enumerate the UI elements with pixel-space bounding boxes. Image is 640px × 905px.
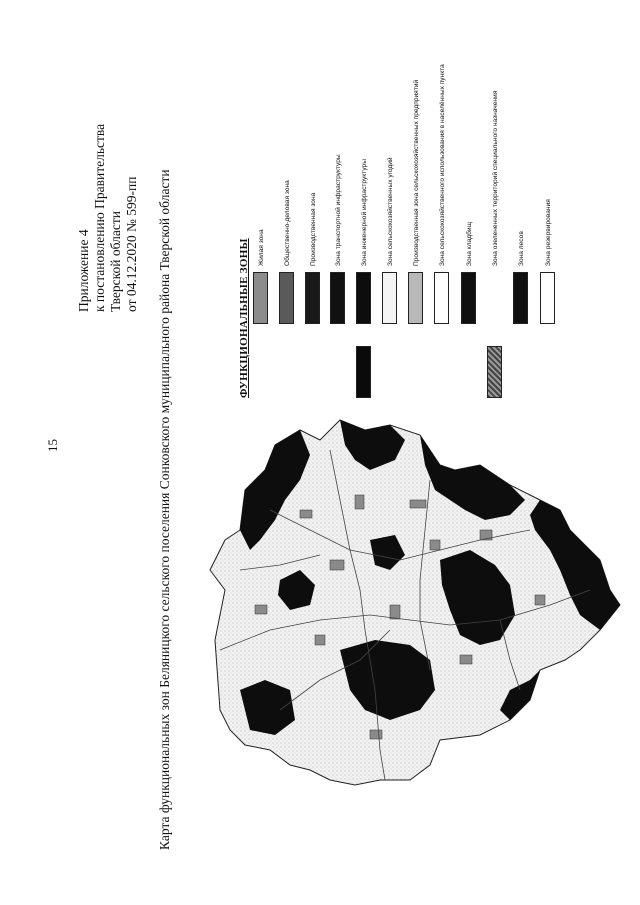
residential-zone: [460, 655, 472, 664]
residential-zone: [300, 510, 312, 518]
legend-label: Зона инженерной инфраструктуры: [361, 159, 368, 266]
map-title: Карта функциональных зон Беляницкого сельского поселения Сонковского муниципального района Тверской области: [157, 169, 172, 850]
functional-zones-map: [180, 390, 630, 790]
legend-label: Жилая зона: [258, 229, 265, 266]
legend-label: Производственная зона: [310, 192, 317, 266]
legend-swatch-inzhenernaya: [356, 272, 371, 324]
residential-zone: [410, 500, 426, 508]
legend-label: Зона сельскохозяйственного использования в населённых пункта: [439, 64, 446, 266]
legend-label: Производственная зона сельскохозяйственных предприятий: [413, 79, 420, 266]
residential-zone: [330, 560, 344, 570]
legend-swatch-rezervirovanie: [540, 272, 555, 324]
page-number: 15: [45, 439, 60, 452]
appendix-line-2: к постановлению Правительства: [92, 123, 107, 312]
legend-swatch-selkhoz-v-np: [434, 272, 449, 324]
legend-label: Зона сельскохозяйственных угодий: [387, 157, 394, 266]
legend-swatch-zhilaya: [253, 272, 268, 324]
legend-swatch-ozelenennye: [487, 272, 502, 324]
legend-swatch-proizvodstvennaya: [305, 272, 320, 324]
legend-label: Зона кладбищ: [466, 222, 473, 266]
appendix-line-4: от 04.12.2020 № 599-пп: [124, 176, 139, 312]
legend-swatch-transport: [330, 272, 345, 324]
legend-label: Зона озелененных территорий специального назначения: [492, 90, 499, 266]
residential-zone: [430, 540, 440, 550]
residential-zone: [390, 605, 400, 619]
appendix-line-1: Приложение 4: [76, 229, 91, 312]
legend-swatch-selkhoz-predpriyatiya: [408, 272, 423, 324]
legend-swatch-lesa: [513, 272, 528, 324]
legend-swatch-kladbishch: [461, 272, 476, 324]
legend-label: Зона лесов: [518, 231, 525, 266]
residential-zone: [535, 595, 545, 605]
legend-swatch-selkhoz-ugodiya: [382, 272, 397, 324]
residential-zone: [370, 730, 382, 739]
legend-swatch-obshchestvenno-delovaya: [279, 272, 294, 324]
legend-label: Зона резервирования: [545, 199, 552, 266]
legend-label: Зона транспортной инфраструктуры: [335, 154, 342, 266]
appendix-line-3: Тверской области: [108, 211, 123, 312]
residential-zone: [355, 495, 364, 509]
legend-label: Общественно-деловая зона: [284, 180, 291, 266]
residential-zone: [315, 635, 325, 645]
legend-title: ФУНКЦИОНАЛЬНЫЕ ЗОНЫ: [238, 238, 250, 398]
residential-zone: [255, 605, 267, 614]
